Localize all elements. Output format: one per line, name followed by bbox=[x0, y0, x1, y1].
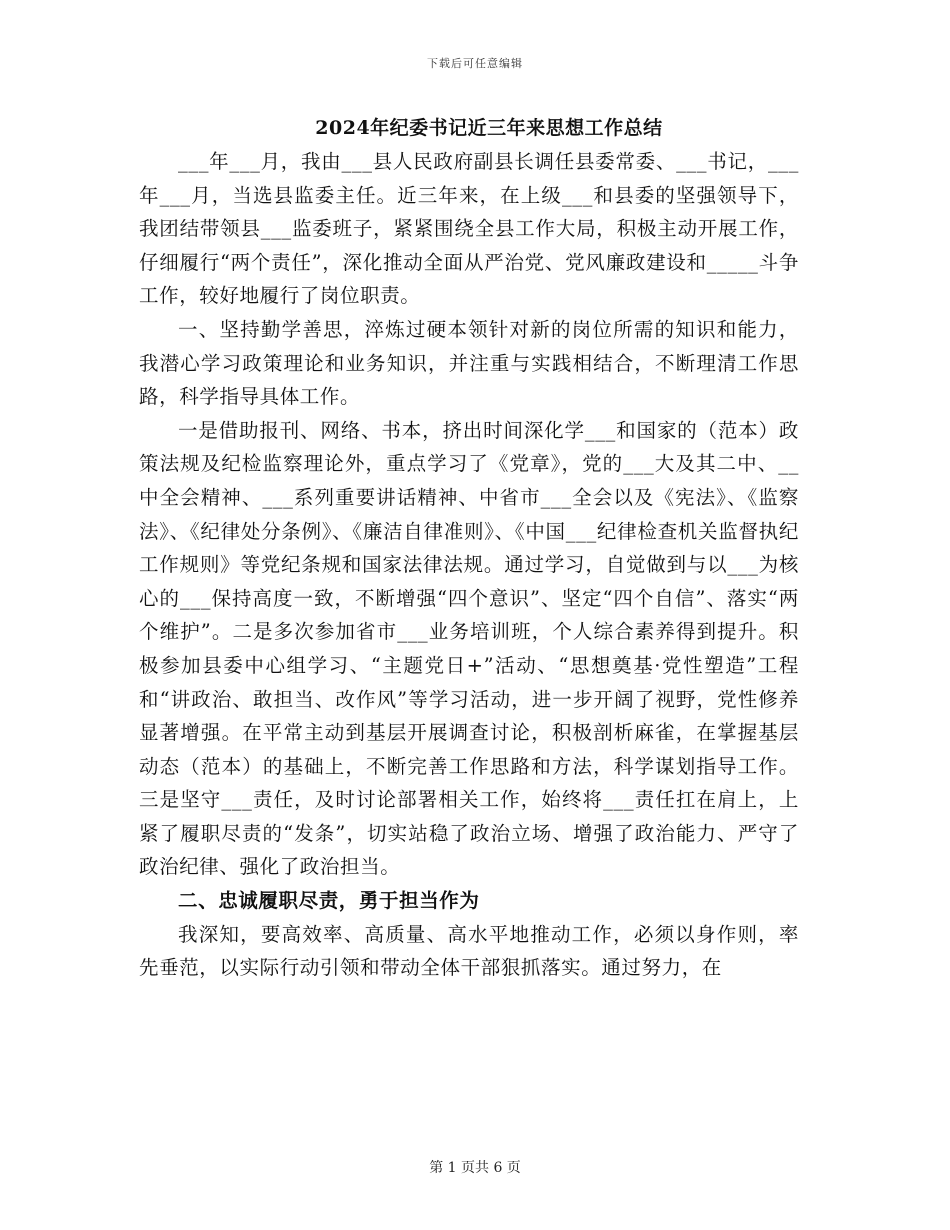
page-header-note: 下载后可任意编辑 bbox=[427, 57, 523, 70]
document-title: 2024年纪委书记近三年来思想工作总结 bbox=[315, 117, 663, 139]
paragraph-intro: ___年___月，我由___县人民政府副县长调任县委常委、___书记，___年___月，当选县监委主任。近三年来，在上级___和县委的坚强领导下，我团结带领县___监委班子，紧紧围绕全县工作大局，积极主动开展工作，仔细履行“两个责任”，深化推动全面从严治党、党风廉政建设和_____斗争工作，较好地履行了岗位职责。 bbox=[139, 150, 799, 308]
section-heading-two: 二、忠诚履职尽责，勇于担当作为 bbox=[178, 889, 480, 913]
page-number: 第 1 页共 6 页 bbox=[429, 1160, 521, 1176]
paragraph-study-details: 一是借助报刊、网络、书本，挤出时间深化学___和国家的（范本）政策法规及纪检监察理论外，重点学习了《党章》，党的___大及其二中、__中全会精神、___系列重要讲话精神、中省市___全会以及《宪法》、《监察法》、《纪律处分条例》、《廉洁自律准则》、《中国___纪律检查机关监督执纪工作规则》等党纪条规和国家法律法规。通过学习，自觉做到与以___为核心的___保持高度一致，不断增强“四个意识”、坚定“四个自信”、落实“两个维护”。二是多次参加省市___业务培训班，个人综合素养得到提升。积极参加县委中心组学习、“主题党日+”活动、“思想奠基·党性塑造”工程和“讲政治、敢担当、改作风”等学习活动，进一步开阔了视野，党性修养显著增强。在平常主动到基层开展调查讨论，积极剖析麻雀，在掌握基层动态（范本）的基础上，不断完善工作思路和方法，科学谋划指导工作。三是坚守___责任，及时讨论部署相关工作，始终将___责任扛在肩上，上紧了履职尽责的“发条”，切实站稳了政治立场、增强了政治能力、严守了政治纪律、强化了政治担当。 bbox=[139, 418, 799, 879]
paragraph-section-one: 一、坚持勤学善思，淬炼过硬本领针对新的岗位所需的知识和能力，我潜心学习政策理论和业务知识，并注重与实践相结合，不断理清工作思路，科学指导具体工作。 bbox=[139, 317, 799, 409]
paragraph-section-two: 我深知，要高效率、高质量、高水平地推动工作，必须以身作则，率先垂范，以实际行动引领和带动全体干部狠抓落实。通过努力，在 bbox=[139, 922, 799, 980]
document-body bbox=[139, 112, 799, 985]
